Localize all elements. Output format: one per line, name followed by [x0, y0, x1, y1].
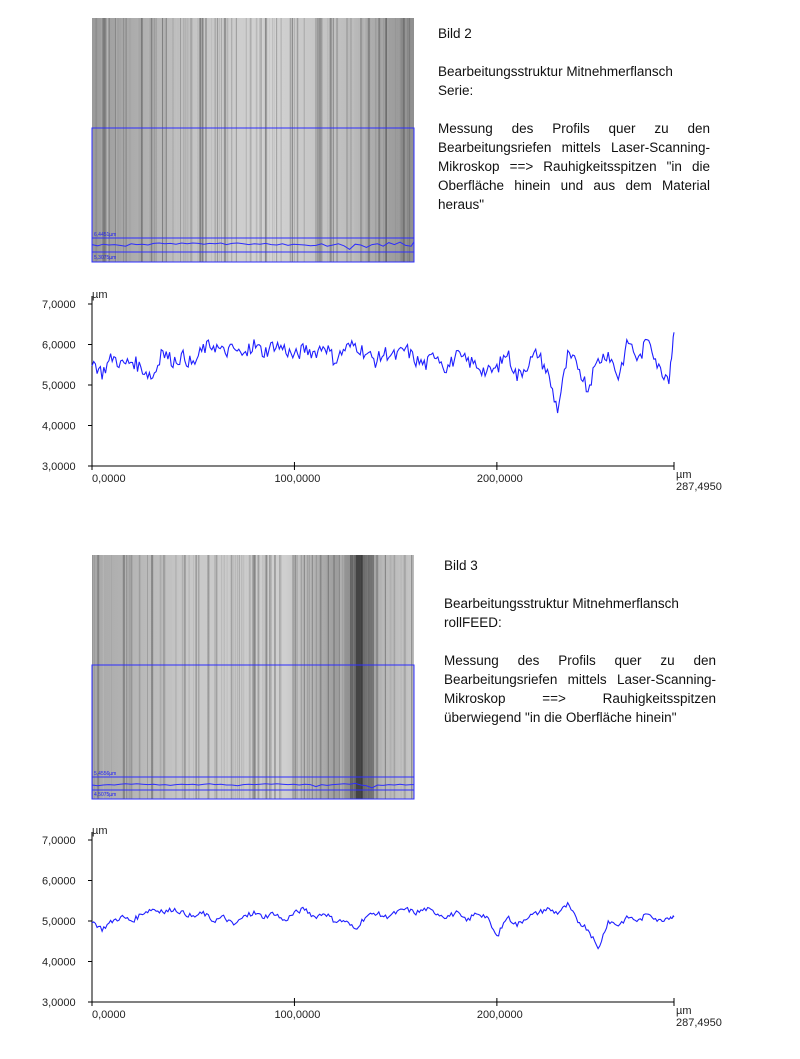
profile-chart-rollfeed	[0, 818, 800, 1029]
figure-subtitle: Bearbeitungsstruktur Mitnehmerflansch rollFEED:	[444, 596, 679, 630]
y-unit-label: µm	[92, 825, 108, 837]
y-tick-label: 4,0000	[42, 420, 76, 433]
micro-label-bottom: 4,5075µm	[94, 792, 117, 798]
y-tick-label: 4,0000	[42, 956, 76, 969]
x-tick-label: 200,0000	[476, 1009, 523, 1021]
figure-subtitle: Bearbeitungsstruktur Mitnehmerflansch Serie:	[438, 64, 673, 98]
y-tick-label: 6,0000	[42, 339, 76, 352]
y-tick-label: 7,0000	[42, 299, 76, 311]
y-unit-label: µm	[92, 289, 108, 301]
profile-chart-serie	[0, 282, 800, 493]
x-unit-label: µm	[676, 1005, 692, 1017]
x-tick-label: 200,0000	[476, 473, 523, 485]
x-tick-label: 100,0000	[274, 1009, 321, 1021]
plot-area	[92, 840, 674, 1002]
y-tick-label: 3,0000	[42, 461, 76, 473]
x-tick-label: 100,0000	[274, 473, 321, 485]
figure-description: Messung des Profils quer zu den Bearbeitungsriefen mittels Laser-Scanning-Mikroskop ==> Rauhigkeitsspitzen "in die Oberfläche hinein und aus dem Material heraus"	[438, 121, 710, 212]
plot-area	[92, 304, 674, 466]
x-unit-label: µm	[676, 469, 692, 481]
y-tick-label: 5,0000	[42, 916, 76, 928]
y-tick-label: 7,0000	[42, 835, 76, 847]
micro-label-bottom: 5,3075µm	[94, 255, 117, 261]
micrograph-serie	[92, 18, 414, 262]
figure-title: Bild 2	[438, 26, 472, 41]
micrograph-serie-image	[92, 18, 414, 262]
y-tick-label: 6,0000	[42, 875, 76, 888]
x-tick-label: 287,4950	[676, 481, 722, 493]
y-tick-label: 5,0000	[42, 380, 76, 392]
caption-bild-3	[444, 556, 716, 746]
y-tick-label: 3,0000	[42, 997, 76, 1009]
figure-title: Bild 3	[444, 558, 478, 573]
micro-label-top: 6,4451µm	[94, 232, 117, 238]
figure-description: Messung des Profils quer zu den Bearbeitungsriefen mittels Laser-Scanning-Mikroskop ==> Rauhigkeitsspitzen überwiegend "in die Oberfläche hinein"	[444, 653, 716, 725]
micrograph-rollfeed-image	[92, 555, 414, 799]
x-tick-label: 0,0000	[92, 1009, 126, 1021]
caption-bild-2	[438, 24, 710, 233]
x-tick-label: 0,0000	[92, 473, 126, 485]
x-tick-label: 287,4950	[676, 1017, 722, 1029]
micro-label-top: 5,4556µm	[94, 771, 117, 777]
micrograph-rollfeed	[92, 555, 414, 799]
